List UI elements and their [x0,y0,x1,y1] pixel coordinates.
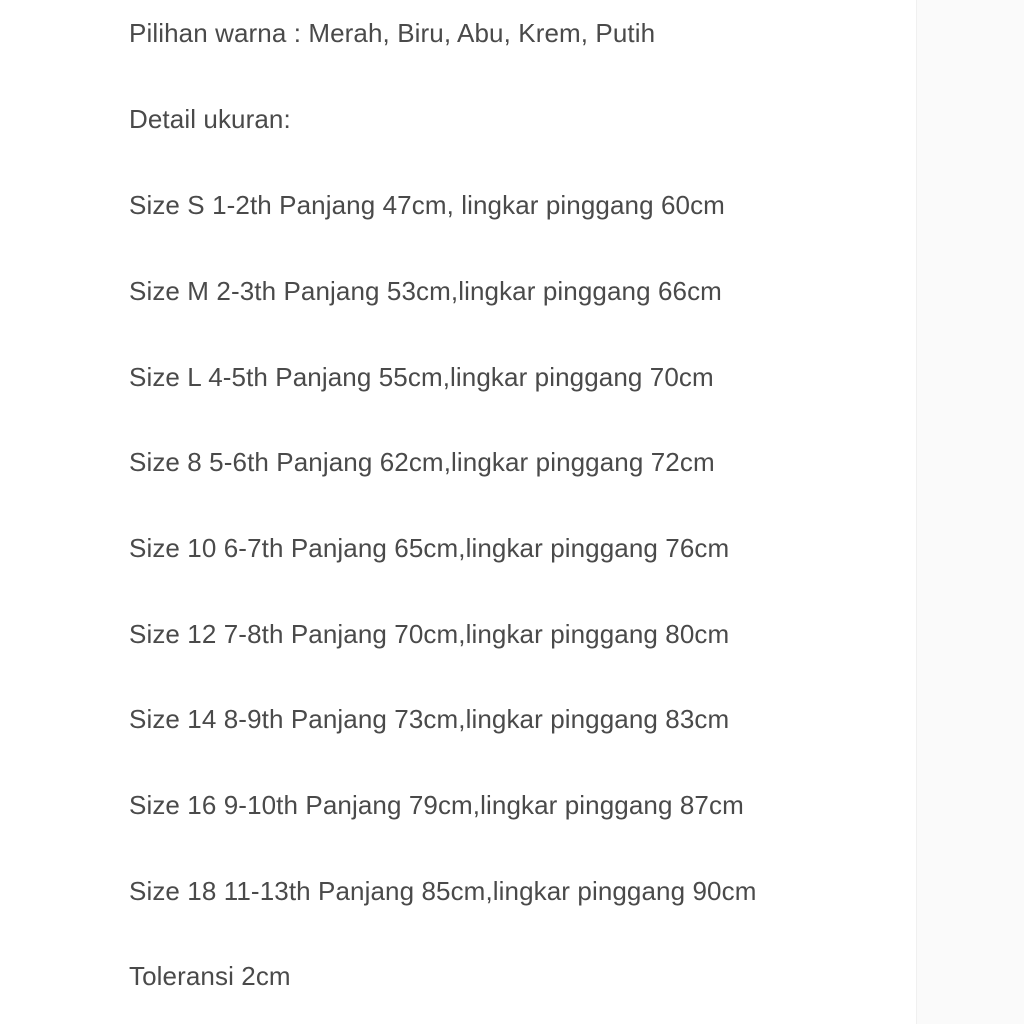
size-line: Size 12 7-8th Panjang 70cm,lingkar pinggang 80cm [129,619,730,649]
color-options-text: Pilihan warna : Merah, Biru, Abu, Krem, Putih [129,18,656,48]
size-line: Size L 4-5th Panjang 55cm,lingkar pinggang 70cm [129,362,714,392]
size-line: Size 18 11-13th Panjang 85cm,lingkar pinggang 90cm [129,876,757,906]
size-line: Size M 2-3th Panjang 53cm,lingkar pinggang 66cm [129,276,722,306]
size-line: Size 14 8-9th Panjang 73cm,lingkar pinggang 83cm [129,704,730,734]
tolerance-text: Toleransi 2cm [129,961,291,991]
size-line: Size 8 5-6th Panjang 62cm,lingkar pinggang 72cm [129,447,715,477]
size-line: Size S 1-2th Panjang 47cm, lingkar pinggang 60cm [129,190,725,220]
size-line: Size 10 6-7th Panjang 65cm,lingkar pinggang 76cm [129,533,730,563]
side-panel [916,0,1024,1024]
size-line: Size 16 9-10th Panjang 79cm,lingkar pinggang 87cm [129,790,744,820]
size-detail-heading: Detail ukuran: [129,104,291,134]
